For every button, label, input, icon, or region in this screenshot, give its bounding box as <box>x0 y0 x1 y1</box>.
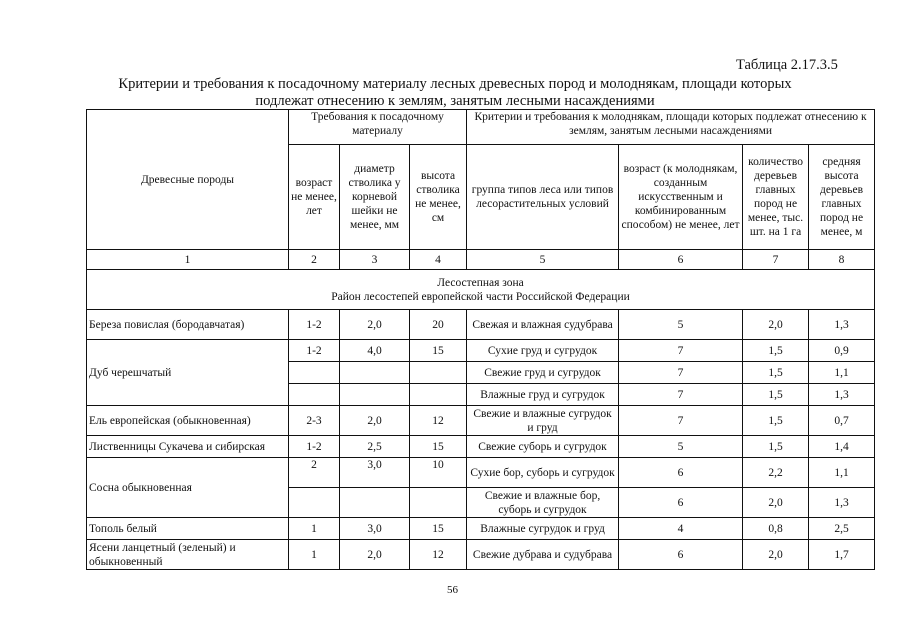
empty-cell <box>340 362 410 384</box>
table-row <box>87 436 875 458</box>
height-cell: 10 <box>410 458 467 488</box>
species-cell: Дуб черешчатый <box>87 340 289 406</box>
empty-cell <box>289 384 340 406</box>
avg-height-cell: 0,7 <box>809 406 875 436</box>
diameter-cell: 2,5 <box>340 436 410 458</box>
header-col-count: количество деревьев главных пород не менее, тыс. шт. на 1 га <box>743 145 809 250</box>
empty-cell <box>410 488 467 518</box>
zone-title-cell <box>87 270 875 310</box>
empty-cell <box>410 384 467 406</box>
young-age-cell: 7 <box>619 362 743 384</box>
count-cell: 1,5 <box>743 406 809 436</box>
age-cell: 1-2 <box>289 340 340 362</box>
young-age-cell: 7 <box>619 340 743 362</box>
count-cell: 2,0 <box>743 488 809 518</box>
age-cell: 2 <box>289 458 340 488</box>
col-number: 4 <box>410 250 467 270</box>
header-planting-group: Требования к посадочному материалу <box>289 110 467 145</box>
avg-height-cell: 1,1 <box>809 362 875 384</box>
count-cell: 2,2 <box>743 458 809 488</box>
avg-height-cell: 1,1 <box>809 458 875 488</box>
table-number: Таблица 2.17.3.5 <box>736 57 838 73</box>
page-number: 56 <box>447 584 458 596</box>
species-cell: Ясени ланцетный (зеленый) и обыкновенный <box>87 540 289 570</box>
diameter-cell: 3,0 <box>340 458 410 488</box>
region-title: Район лесостепей европейской части Российской Федерации <box>331 290 630 303</box>
forest-type-cell: Свежие и влажные бор, суборь и сугрудок <box>467 488 619 518</box>
age-cell: 1-2 <box>289 310 340 340</box>
age-cell: 1 <box>289 540 340 570</box>
table-row <box>87 310 875 340</box>
header-col-young-age: возраст (к молоднякам, созданным искусственным и комбинированным способом) не менее, лет <box>619 145 743 250</box>
empty-cell <box>340 488 410 518</box>
diameter-cell: 2,0 <box>340 406 410 436</box>
forest-type-cell: Свежая и влажная судубрава <box>467 310 619 340</box>
table-row <box>87 340 875 362</box>
count-cell: 1,5 <box>743 362 809 384</box>
header-col-forest-type: группа типов леса или типов лесорастительных условий <box>467 145 619 250</box>
avg-height-cell: 1,3 <box>809 310 875 340</box>
header-young-group: Критерии и требования к молоднякам, площади которых подлежат отнесению к землям, занятым лесными насаждениями <box>467 110 875 145</box>
table-row <box>87 518 875 540</box>
forest-type-cell: Сухие груд и сугрудок <box>467 340 619 362</box>
avg-height-cell: 0,9 <box>809 340 875 362</box>
count-cell: 2,0 <box>743 540 809 570</box>
height-cell: 15 <box>410 340 467 362</box>
col-number: 1 <box>87 250 289 270</box>
col-number: 2 <box>289 250 340 270</box>
diameter-cell: 2,0 <box>340 540 410 570</box>
empty-cell <box>289 488 340 518</box>
young-age-cell: 5 <box>619 310 743 340</box>
header-col-avg-height: средняя высота деревьев главных пород не менее, м <box>809 145 875 250</box>
young-age-cell: 4 <box>619 518 743 540</box>
header-species: Древесные породы <box>87 110 289 250</box>
table-title: Критерии и требования к посадочному материалу лесных древесных пород и молоднякам, площади которых подлежат отнесению к землям, занятым лесными насаждениями <box>118 76 792 109</box>
height-cell: 12 <box>410 540 467 570</box>
age-cell: 1-2 <box>289 436 340 458</box>
young-age-cell: 7 <box>619 406 743 436</box>
avg-height-cell: 1,3 <box>809 488 875 518</box>
species-cell: Лиственницы Сукачева и сибирская <box>87 436 289 458</box>
species-cell: Сосна обыкновенная <box>87 458 289 518</box>
height-cell: 15 <box>410 518 467 540</box>
diameter-cell: 2,0 <box>340 310 410 340</box>
young-age-cell: 6 <box>619 540 743 570</box>
count-cell: 1,5 <box>743 384 809 406</box>
table-row <box>87 406 875 436</box>
header-col-height: высота стволика не менее, см <box>410 145 467 250</box>
empty-cell <box>410 362 467 384</box>
empty-cell <box>289 362 340 384</box>
diameter-cell: 3,0 <box>340 518 410 540</box>
species-cell: Тополь белый <box>87 518 289 540</box>
col-number: 8 <box>809 250 875 270</box>
avg-height-cell: 2,5 <box>809 518 875 540</box>
forest-type-cell: Влажные сугрудок и груд <box>467 518 619 540</box>
col-number: 6 <box>619 250 743 270</box>
count-cell: 2,0 <box>743 310 809 340</box>
header-col-diameter: диаметр стволика у корневой шейки не менее, мм <box>340 145 410 250</box>
avg-height-cell: 1,4 <box>809 436 875 458</box>
young-age-cell: 5 <box>619 436 743 458</box>
height-cell: 12 <box>410 406 467 436</box>
col-number: 7 <box>743 250 809 270</box>
header-col-age: возраст не менее, лет <box>289 145 340 250</box>
forest-type-cell: Свежие груд и сугрудок <box>467 362 619 384</box>
empty-cell <box>340 384 410 406</box>
count-cell: 1,5 <box>743 340 809 362</box>
forest-type-cell: Влажные груд и сугрудок <box>467 384 619 406</box>
forest-type-cell: Свежие суборь и сугрудок <box>467 436 619 458</box>
table-row <box>87 540 875 570</box>
young-age-cell: 6 <box>619 458 743 488</box>
height-cell: 20 <box>410 310 467 340</box>
forest-type-cell: Свежие и влажные сугрудок и груд <box>467 406 619 436</box>
height-cell: 15 <box>410 436 467 458</box>
species-cell: Ель европейская (обыкновенная) <box>87 406 289 436</box>
zone-title: Лесостепная зона <box>437 276 524 289</box>
avg-height-cell: 1,7 <box>809 540 875 570</box>
young-age-cell: 7 <box>619 384 743 406</box>
count-cell: 1,5 <box>743 436 809 458</box>
age-cell: 2-3 <box>289 406 340 436</box>
forest-type-cell: Свежие дубрава и судубрава <box>467 540 619 570</box>
diameter-cell: 4,0 <box>340 340 410 362</box>
young-age-cell: 6 <box>619 488 743 518</box>
table-row <box>87 458 875 488</box>
forest-type-cell: Сухие бор, суборь и сугрудок <box>467 458 619 488</box>
count-cell: 0,8 <box>743 518 809 540</box>
avg-height-cell: 1,3 <box>809 384 875 406</box>
col-number: 3 <box>340 250 410 270</box>
criteria-table <box>86 109 875 570</box>
col-number: 5 <box>467 250 619 270</box>
age-cell: 1 <box>289 518 340 540</box>
species-cell: Береза повислая (бородавчатая) <box>87 310 289 340</box>
